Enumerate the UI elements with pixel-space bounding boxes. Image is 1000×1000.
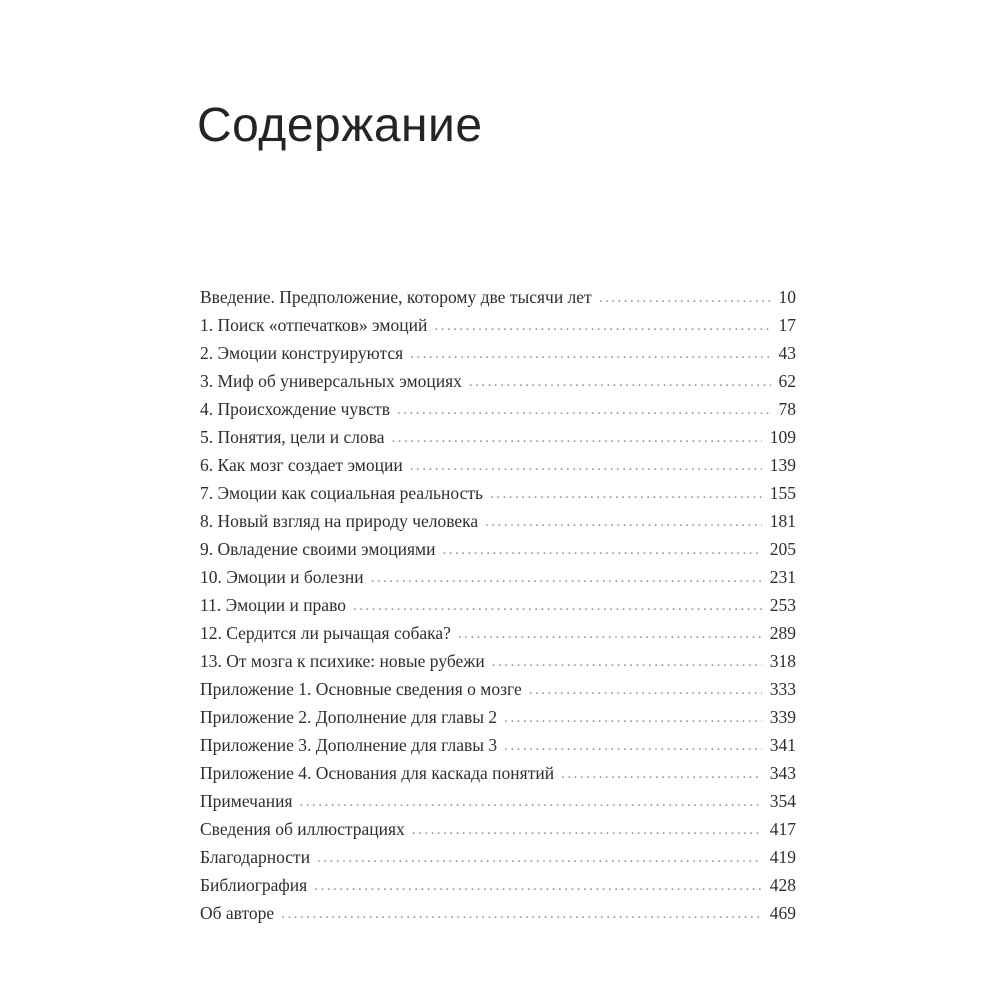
dot-leader [410, 340, 770, 368]
dot-leader [317, 844, 762, 872]
toc-entry-label: 5. Понятия, цели и слова [200, 427, 385, 447]
toc-entry [200, 787, 796, 815]
toc-entry-label: 11. Эмоции и право [200, 595, 346, 615]
dot-leader [492, 648, 762, 676]
dot-leader [442, 536, 761, 564]
toc-entry [200, 563, 796, 591]
dot-leader [412, 816, 762, 844]
toc-entry-label: Благодарности [200, 847, 311, 867]
toc-entry-label: Приложение 3. Дополнение для главы 3 [200, 735, 498, 755]
toc-entry-page: 253 [769, 595, 796, 615]
toc-entry [200, 283, 796, 311]
dot-leader [392, 424, 762, 452]
toc-entry-label: Примечания [200, 791, 293, 811]
dot-leader [300, 788, 762, 816]
dot-leader [371, 564, 762, 592]
toc-entry [200, 311, 796, 339]
toc-entry-page: 339 [769, 707, 796, 727]
dot-leader [485, 508, 762, 536]
toc-entry-page: 343 [769, 763, 796, 783]
toc-entry-label: 8. Новый взгляд на природу человека [200, 511, 479, 531]
dot-leader [504, 704, 762, 732]
toc-entry-label: Введение. Предположение, которому две тысячи лет [200, 287, 592, 307]
toc-entry [200, 591, 796, 619]
toc-entry-page: 333 [769, 679, 796, 699]
toc-entry-page: 17 [778, 315, 796, 335]
toc-entry-label: 7. Эмоции как социальная реальность [200, 483, 483, 503]
dot-leader [397, 396, 771, 424]
toc-entry-label: 3. Миф об универсальных эмоциях [200, 371, 462, 391]
toc-entry [200, 899, 796, 927]
toc-entry-label: Сведения об иллюстрациях [200, 819, 405, 839]
toc-entry [200, 675, 796, 703]
toc-entry [200, 451, 796, 479]
toc-entry [200, 759, 796, 787]
toc-entry [200, 731, 796, 759]
toc-entry-page: 78 [778, 399, 796, 419]
dot-leader [458, 620, 762, 648]
toc-entry-page: 10 [778, 287, 796, 307]
toc-entry-page: 181 [769, 511, 796, 531]
toc-entry-label: Приложение 4. Основания для каскада понятий [200, 763, 555, 783]
dot-leader [469, 368, 771, 396]
toc-entry-page: 205 [769, 539, 796, 559]
toc-entry-page: 43 [778, 343, 796, 363]
toc-entry-label: 13. От мозга к психике: новые рубежи [200, 651, 485, 671]
toc-entry [200, 395, 796, 423]
dot-leader [281, 900, 762, 928]
toc-entry-label: 10. Эмоции и болезни [200, 567, 364, 587]
toc-entry-page: 62 [778, 371, 796, 391]
toc-entry-label: Библиография [200, 875, 308, 895]
dot-leader [561, 760, 762, 788]
toc-entry-page: 289 [769, 623, 796, 643]
toc-entry-page: 354 [769, 791, 796, 811]
dot-leader [599, 284, 771, 312]
toc-entry [200, 647, 796, 675]
toc-entry-page: 341 [769, 735, 796, 755]
page-title: Содержание [197, 99, 483, 152]
toc-entry-page: 139 [769, 455, 796, 475]
toc-entry [200, 703, 796, 731]
toc-entry [200, 619, 796, 647]
toc-entry [200, 367, 796, 395]
toc-entry-page: 419 [769, 847, 796, 867]
toc-entry-label: Об авторе [200, 903, 275, 923]
toc-entry-page: 318 [769, 651, 796, 671]
toc-entry-label: 6. Как мозг создает эмоции [200, 455, 403, 475]
toc-entry-page: 155 [769, 483, 796, 503]
dot-leader [434, 312, 770, 340]
toc-entry [200, 871, 796, 899]
toc-entry-page: 469 [769, 903, 796, 923]
toc-entry-page: 428 [769, 875, 796, 895]
toc-entry-page: 231 [769, 567, 796, 587]
toc-entry [200, 423, 796, 451]
toc-entry-label: 9. Овладение своими эмоциями [200, 539, 436, 559]
dot-leader [504, 732, 762, 760]
dot-leader [529, 676, 762, 704]
toc-entry [200, 479, 796, 507]
dot-leader [410, 452, 762, 480]
toc-entry [200, 843, 796, 871]
toc-entry-label: Приложение 1. Основные сведения о мозге [200, 679, 522, 699]
toc-entry-page: 109 [769, 427, 796, 447]
toc-list [200, 283, 796, 927]
dot-leader [490, 480, 762, 508]
toc-entry [200, 535, 796, 563]
toc-entry [200, 815, 796, 843]
toc-entry-label: 1. Поиск «отпечатков» эмоций [200, 315, 428, 335]
toc-entry-label: 4. Происхождение чувств [200, 399, 390, 419]
toc-entry [200, 339, 796, 367]
toc-entry-page: 417 [769, 819, 796, 839]
dot-leader [353, 592, 762, 620]
toc-entry [200, 507, 796, 535]
dot-leader [314, 872, 762, 900]
toc-entry-label: 12. Сердится ли рычащая собака? [200, 623, 451, 643]
toc-entry-label: Приложение 2. Дополнение для главы 2 [200, 707, 498, 727]
toc-entry-label: 2. Эмоции конструируются [200, 343, 404, 363]
